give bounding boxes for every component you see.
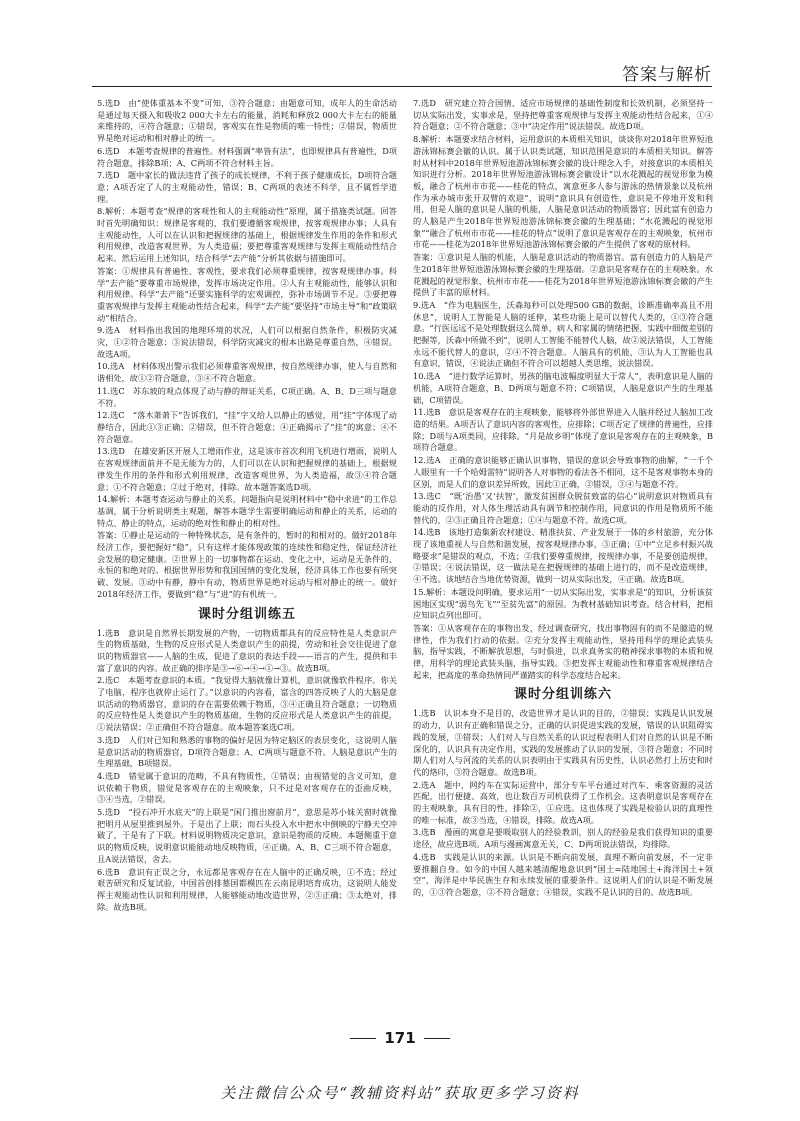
- answer-item: 答案：①从客观存在的事物出发，经过调查研究，找出事物固有的而不是臆造的规律性，作为我们行动的依据。②充分发挥主观能动性，坚持用科学的理论武装头脑，指导实践，不断解放思想，与时俱进，以求真务实的精神探求事物的本质和规律，用科学的理论武装头脑，指导实践。③把发挥主观能动性和尊重客观规律结合起来，把高度的革命热情同严谨踏实的科学态度结合起来。: [413, 622, 713, 680]
- answer-item: 12.选A 正确的意识能够正确认识事物，错误的意识会导致事物的曲解，“一千个人眼里有一千个哈姆雷特”说明各人对事物的看法各不相同，这不是客观事物本身的区别，而是人们的意识差异所致，因此①正确，②错误，③④与题意不符。: [413, 455, 713, 489]
- answer-item: 13.选D 在雄安新区开展人工增雨作业，这是该市首次利用飞机进行增雨，说明人在客观规律面前并不是无能为力的，人们可以在认识和把握规律的基础上，根据规律发生作用的条件和形式利用规律，改造客观世界，为人类造福，故③④符合题意；①不符合题意；②过于绝对，排除。故本题答案选D项。: [97, 446, 397, 492]
- answer-item: 8.解析：本题要求结合材料，运用意识的本质相关知识，谈谈你对2018年世界短池游泳锦标赛会徽的认识。属于认识类试题，知识范围是意识的本质相关知识。解答时从材料中2018年世界短池游泳锦标赛会徽的设计理念入手，对接意识的本质相关知识进行分析。2018年世界短池游泳锦标赛会徽设计“以水花溅起的视觉形象为模板，融合了杭州市市花——桂花的特点，寓意更多人参与游泳的热情景象以及杭州作为承办城市张开双臂的欢迎”，说明“意识具有创造性，意识是不停地开发和利用，但是人脑的意识是人脑的机能，人脑是意识活动的物质器官；因此富有创造力的人脑是产生2018年世界短池游泳锦标赛会徽的生理基础；“水花溅起的视觉形象”“融合了杭州市市花——桂花的特点”说明了意识是客观存在的主观映象，杭州市市花——桂花为2018年世界短池游泳锦标赛会徽的产生提供了客观的原材料。: [413, 134, 713, 250]
- answer-item: 10.选A 材料体现出警示我们必须尊重客观规律，按自然规律办事，使人与自然和谐相处，故①②符合题意，③④不符合题意。: [97, 361, 397, 384]
- section-title: 课时分组训练六: [513, 687, 612, 703]
- section-title: 课时分组训练五: [197, 606, 296, 622]
- answer-item: 2.选C 本题考查意识的本质。“我觉得大脑就像计算机，意识就像软件程序。你关了电脑，程序也就停止运行了。”以意识的内容看，富含的四答反映了人的大脑是意识活动的物质器官，意识的存在需要依赖于物质，③④正确且符合题意；一切物质的反应特性是人类意识产生的物质基础，生物的反应形式是人类意识产生的前提，①说法错误；②正确但不符合题意。故本题答案选C项。: [97, 675, 397, 733]
- answer-item: 7.选D 题中家长的做法违背了孩子的成长规律，不利于孩子健康成长，D项符合题意；A项否定了人的主观能动性，错误；B、C两项的表述不科学，且不属哲学道理。: [97, 170, 397, 204]
- answer-item: 8.解析：本题考查“规律的客观性和人的主观能动性”原理，属于措施类试题。回答时首先明确知识：规律是客观的，我们要遵循客观规律，按客观规律办事；人具有主观能动性，人可以在认识和把握规律的基础上，根据规律发生作用的条件和形式利用规律，改造客观世界，为人类造福；要把尊重客观规律与发挥主观能动性结合起来。然后运用上述知识，结合科学“去产能”分析其依据与措施即可。: [97, 206, 397, 264]
- answer-item: 9.选A “作为电脑医生，沃森每秒可以处理500 GB的数据，诊断准确率高且不用休息”，说明人工智能是人脑的延伸，某些功能上是可以替代人类的，①③符合题意。“行医远远不是处理数据这么简单，病人和家属的情绪把握、实践中细微差别的把握等，沃森中所做不到”，说明人工智能不能替代人脑，故②说法错误，人工智能永远不能代替人的意识，②④不符合题意。人脑具有的机能，③认为人工智能也具有意识，错误，④说法正确但不符合可以超越人类思维，说法错误。: [413, 299, 713, 369]
- answer-item: 12.选C “落木萧萧下”告诉我们，“挂”字又给人以静止的感觉，用“挂”字体现了动静结合，因此①③正确；②错误，但不符合题意；④正确揭示了“挂”的寓意；④不符合题意。: [97, 410, 397, 444]
- answer-item: 15.解析：本题设问明确，要求运用“一切从实际出发，实事求是”的知识，分析该贫困地区实现“弱鸟先飞”“至贫先富”的原因。为教材基础知识考查。结合材料，把相应知识点列出即可。: [413, 586, 713, 621]
- page-number: [0, 1029, 800, 1047]
- left-column: [97, 98, 397, 914]
- answer-item: 答案：①规律具有普遍性、客观性，要求我们必须尊重规律，按客观规律办事。科学“去产能”要尊重市场规律，发挥市场决定作用。②人有主观能动性，能够认识和利用规律。科学“去产能”还要实施科学的宏观调控，弥补市场调节不足。③要把尊重客观规律与发挥主观能动性结合起来，科学“去产能”要坚持“市场主导”和“政策联动”相结合。: [97, 265, 397, 323]
- answer-item: 答案：①意识是人脑的机能，人脑是意识活动的物质器官。富有创造力的人脑是产生2018年世界短池游泳锦标赛会徽的生理基础。②意识是客观存在的主观映象。水花溅起的视觉形象、杭州市市花——桂花为2018年世界短池游泳锦标赛会徽的产生提供了丰富的原材料。: [413, 252, 713, 298]
- answer-item: 7.选D 研究建立符合国情、适应市场规律的基础性制度和长效机制，必须坚持一切从实际出发，实事求是，坚持把尊重客观规律与发挥主观能动性结合起来，①④符合题意；②不符合题意；③中“决定作用”说法错误。故选D项。: [413, 98, 713, 132]
- answer-item: 11.选C 苏东坡的观点体现了动与静的辩证关系，C项正确。A、B、D三项与题意不符。: [97, 385, 397, 408]
- answer-item: 4.选B 实践是认识的来源。认识是不断向前发展，真理不断向前发展，不一定非要推翻自身。如今的中国人越来越清醒地意识到“国土=陆地国土+海洋国土+领空”，海洋是中华民族生存和永续发展的重要条件。这说明人们的认识是不断发展的，①③符合题意，②不符合题意；④错误，实践不是认识的目的。故选B项。: [413, 851, 713, 897]
- answer-item: 答案：①静止是运动的一种特殊状态，是有条件的，暂时的和相对的。做好2018年经济工作，要把握好“稳”，只有这样才能体现政策的连续性和稳定性，保证经济社会发展的稳定健康。②世界上的一切事物都在运动、变化之中，运动是无条件的、永恒的和绝对的。根据世界形势和我国国情的变化发展，经济具体工作也要有所突破、发展。③动中有静，静中有动，物质世界是绝对运动与相对静止的统一。做好2018年经济工作，要做到“稳”与“进”的有机统一。: [97, 530, 397, 599]
- footer-note: 关注微信公众号“教辅资料站”获取更多学习资料: [220, 1084, 580, 1102]
- answer-item: 14.解析：本题考查运动与静止的关系，问题指向是说明材料中“稳中求进”的工作总基调，属于分析说明类主观题，解答本题学生需要明确运动和静止的关系，运动的特点、静止的特点，运动的绝对性和静止的相对性。: [97, 494, 397, 528]
- page-number-dash-right: [424, 1038, 450, 1039]
- answer-item: 13.选C “既‘治愚’又‘扶智’，激发贫困群众脱贫致富的信心”说明意识对物质具有能动的反作用，对人体生理活动具有调节和控制作用，同意识的作用是物质所不能替代的，②③正确且符合题意；①④与题意不符。故选C项。: [413, 491, 713, 525]
- answer-item: 11.选B 意识是客观存在的主观映象，能够将外部世界进入人脑并经过人脑加工改造的结果。A项否认了意识内容的客观性，应排除；C项否定了规律的普遍性，应排除；D项与A项类同，应排除。“月是故乡明”体现了意识是客观存在的主观映象，B项符合题意。: [413, 407, 713, 453]
- answer-item: 5.选D 由“使体重基本不变”可知，③符合题意；由题意可知，成年人的生命活动是通过每天摄入和吸收2 000大卡左右的能量，消耗和释放2 000大卡左右的能量来维持的，④符合题意；①错误，客观实在性是物质的唯一特性；②错误，物质世界是绝对运动和相对静止的统一。: [97, 98, 397, 144]
- answer-item: 14.选B 该地打造集新农村建设、精准扶贫、产业发展于一体的乡村旅游，充分体现了该地重视人与自然和谐发展，按客观规律办事，③正确；①中“立足乡村振兴战略要求”是错误的观点，不选；②我们要尊重规律，按规律办事，不是要创造规律，②错误；④说法错误，这一做法是在把握规律的基础上进行的，而不是改造规律，④不选。该地结合当地优势资源，做到一切从实际出发，④正确。故选B项。: [413, 527, 713, 585]
- page-number-dash-left: [350, 1038, 376, 1039]
- page-header: [92, 58, 712, 87]
- answer-item: 3.选D 人们对已知和熟悉的事物的偏好是因为特定脑区的表层变化，这说明人脑是意识活动的物质器官，D项符合题意；A、C两项与题意不符。人脑是意识产生的生理基础，B项错误。: [97, 734, 397, 769]
- answer-item: 10.选A “进行数学运算时，男孩的脑电波幅度明显大于常人”，表明意识是人脑的机能，A项符合题意，B、D两项与题意不符；C项错误，人脑是意识产生的生理基础，C项错误。: [413, 371, 713, 405]
- answer-item: 1.选B 意识是自然界长期发展的产物，一切物质都具有的反应特性是人类意识产生的物质基础，生物的反应形式是人类意识产生的前提，劳动和社会交往促进了意识的物质器官——人脑的生成，促进了意识的表达手段——语言的产生，提供和丰富了意识的内容。故正确的排序是③→⑥→④→①→③。故选B项。: [97, 627, 397, 673]
- page-number-value: 171: [384, 1029, 416, 1047]
- answer-item: 2.选A 题中，网约车在实际运营中，部分专车平台通过对汽车、乘客资源的灵活匹配，出行便捷、高效，也让数百万司机获得了工作机会。这表明意识是客观存在的主观映象，具有目的性，排除②，①应选。这也体现了实践是检验认识的真理性的唯一标准，故③当选，④错误，排除。故选A项。: [413, 779, 713, 825]
- header-title: 答案与解析: [622, 65, 712, 85]
- answer-item: 6.选D 本题考查规律的普遍性。材料强调“率皆有法”，也即规律具有普遍性，D项符合题意，排除B项；A、C两项不符合材料主旨。: [97, 145, 397, 168]
- answer-item: 6.选B 意识有正误之分，永远都是客观存在在人脑中的正确反映，①不选；经过艰苦研究和反复试验，中国首创排墓国都模匹在云南昆明培育成功，这说明人能发挥主观能动性认识和利用规律，人能够能动地改造世界，②③正确；③太绝对，排除。故选B项。: [97, 866, 397, 912]
- answer-item: 3.选B 漫画的寓意是要吸取别人的经验教训，别人的经验是我们获得知识的重要途径，故应选B项。A项与漫画寓意无关，C、D两项说法错误，均排除。: [413, 827, 713, 850]
- answer-item: 4.选D 错觉属于意识的范畴，不具有物质性，①错误；由视错觉的含义可知，意识依赖于物质，错觉是客观存在的主观映象，只不过是对客观存在的歪曲反映，③④当选，②错误。: [97, 770, 397, 805]
- answer-item: 1.选B 认识本身不是目的，改造世界才是认识的目的，②错误；实践是认识发展的动力，认识有正确和错误之分，正确的认识促进实践的发展，错误的认识阻碍实践的发展，③错误；人们对人与自然关系的认识过程表明人们对自然的认识是不断深化的，认识具有决定作用，实践的发展推动了认识的发展，③符合题意；不同时期人们对人与河流的关系的认识表明由于实践具有历史性，认识必然打上历史和时代的烙印，③符合题意。故选B项。: [413, 708, 713, 777]
- right-column: [413, 98, 713, 900]
- answer-item: 9.选A 材料指出我国的地理环境的状况，人们可以根据自然条件，积极防灾减灾，①②符合题意；③说法错误，科学防灾减灾的根本出路是尊重自然，④错误。故选A项。: [97, 325, 397, 359]
- answer-item: 5.选D “投石冲开水底天”的上联是“闲门推出窗前月”，意思是苏小妹关窗时就像把明月从屋里推到屋外。于是出了上联；而石头投入水中把水中倒映的宁静天空冲破了，于是有了下联。材料说明物质决定意识，意识是物质的反映。本题侧重于意识的物质反映，说明意识能能动地反映物质，④正确。A、B、C三项不符合题意，且A说法错误，舍去。: [97, 807, 397, 864]
